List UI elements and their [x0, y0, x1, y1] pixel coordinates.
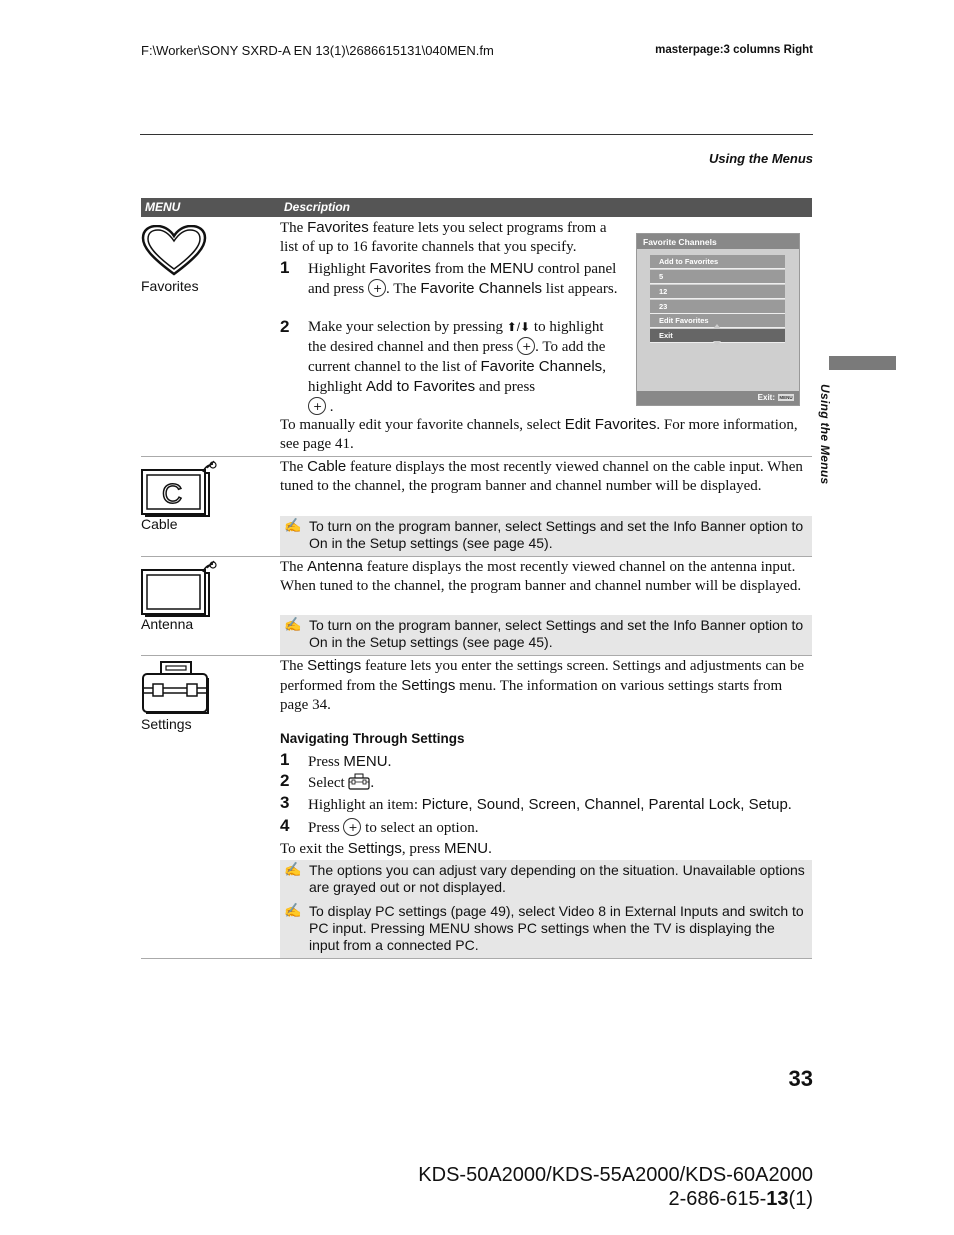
menu-key-icon: MENU: [779, 395, 793, 400]
settings-step-3: Highlight an item: Picture, Sound, Screen, Channel, Parental Lock, Setup.: [308, 796, 792, 813]
settings-step-4: Press + to select an option.: [308, 818, 478, 838]
page-number: 33: [788, 1066, 813, 1091]
enter-button-icon: [517, 337, 535, 355]
favorites-label: Favorites: [141, 278, 199, 294]
step-number: 4: [280, 816, 290, 835]
osd-item-selected: Exit: [650, 329, 785, 343]
header-rule: [140, 134, 813, 135]
settings-step-1: Press MENU.: [308, 753, 392, 770]
cable-tv-icon: [141, 459, 217, 517]
part-number: 2-686-615-13(1): [668, 1188, 813, 1210]
favorites-step-1: Highlight Favorites from the MENU control panel and press +. The Favorite Channels list appears.: [308, 259, 620, 299]
antenna-description: The Antenna feature displays the most recently viewed channel on the antenna input. When tuned to the channel, the program banner and channel number will be displayed.: [280, 558, 802, 594]
favorite-channels-screen: [636, 233, 800, 406]
step-number: 3: [280, 793, 290, 812]
enter-button-icon: [343, 818, 361, 836]
osd-item: Add to Favorites: [650, 255, 785, 269]
antenna-note: ✍ To turn on the program banner, select Settings and set the Info Banner option to On in the Setup settings (see page 45).: [280, 615, 812, 655]
model-info: [400, 1163, 813, 1211]
svg-text:C: C: [162, 478, 183, 509]
model-numbers: KDS-50A2000/KDS-55A2000/KDS-60A2000: [418, 1164, 813, 1186]
osd-item: 23: [650, 300, 785, 314]
osd-item: Edit Favorites: [650, 314, 785, 328]
settings-label: Settings: [141, 716, 192, 732]
settings-step-2: Select .: [308, 775, 375, 791]
col-description: Description: [284, 200, 351, 214]
side-tab: [829, 356, 896, 370]
settings-description: The Settings feature lets you enter the settings screen. Settings and adjustments can be performed from the Settings menu. The information on various settings starts from page 34.: [280, 657, 805, 713]
osd-title: Favorite Channels: [637, 234, 799, 249]
masterpage-label: masterpage:3 columns Right: [655, 44, 813, 56]
cable-note: ✍ To turn on the program banner, select Settings and set the Info Banner option to On in the Setup settings (see page 45).: [280, 516, 812, 556]
note-pencil-icon: ✍: [284, 902, 302, 918]
antenna-tv-icon: [141, 559, 217, 617]
file-path: F:\Worker\SONY SXRD-A EN 13(1)\2686615131\040MEN.fm: [141, 43, 494, 58]
osd-item: 12: [650, 285, 785, 299]
nav-heading: Navigating Through Settings: [280, 731, 465, 746]
section-title: Using the Menus: [708, 151, 813, 166]
step-number: 2: [280, 771, 290, 790]
enter-button-icon: [308, 397, 326, 415]
step-number: 2: [280, 317, 290, 336]
toolbox-icon: [141, 660, 211, 716]
settings-exit: To exit the Settings, press MENU.: [280, 840, 492, 857]
step-number: 1: [280, 258, 290, 277]
step-number: 1: [280, 750, 290, 769]
row-divider: [141, 958, 812, 959]
cable-description: The Cable feature displays the most recently viewed channel on the cable input. When tuned to the channel, the program banner and channel number will be displayed.: [280, 458, 803, 494]
settings-notes: ✍ The options you can adjust vary depending on the situation. Unavailable options are grayed out or not displayed. ✍ To display PC settings (page 49), select Video 8 in External Inputs and switch to PC input. Pressing MENU shows PC settings when the TV is displaying the input from a connected PC.: [280, 860, 812, 958]
heart-icon: [141, 225, 207, 277]
osd-item: 5: [650, 270, 785, 284]
osd-footer: Exit: MENU: [637, 391, 799, 405]
table-header: [141, 198, 812, 217]
col-menu: MENU: [145, 200, 181, 214]
note-pencil-icon: ✍: [284, 616, 302, 632]
favorites-step-2: Make your selection by pressing ⬆/⬇ to highlight the desired channel and then press +. To add the current channel to the list of Favorite Channels, highlight Add to Favorites and press + .: [308, 318, 620, 417]
cable-label: Cable: [141, 516, 178, 532]
note-pencil-icon: ✍: [284, 517, 302, 533]
favorites-intro: The Favorites feature lets you select programs from a list of up to 16 favorite channels that you specify.: [280, 219, 607, 255]
antenna-label: Antenna: [141, 616, 194, 632]
side-tab-text: Using the Menus: [818, 384, 832, 485]
scroll-arrows-icon: [712, 324, 722, 346]
enter-button-icon: [368, 279, 386, 297]
toolbox-icon: [348, 773, 370, 790]
favorites-outro: To manually edit your favorite channels, select Edit Favorites. For more information, see page 41.: [280, 416, 798, 452]
arrow-up-down-icon: ⬆/⬇: [506, 320, 531, 334]
note-pencil-icon: ✍: [284, 861, 302, 877]
